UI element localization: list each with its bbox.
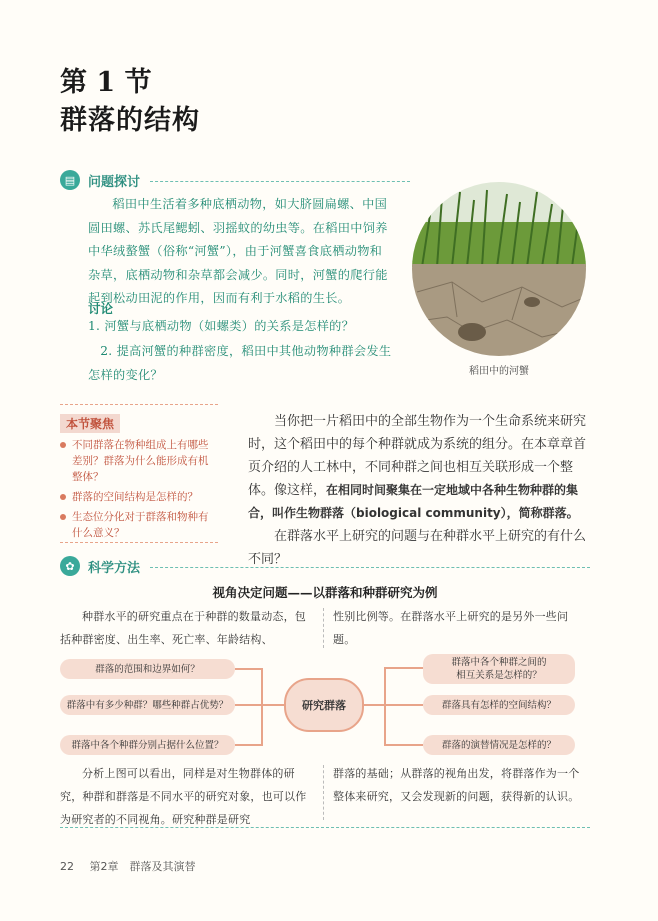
definition: 在相同时间聚集在一定地域中各种生物种群的集合，叫作生物群落（biological community），简称群落。 bbox=[248, 483, 579, 520]
photo-caption: 稻田中的河蟹 bbox=[469, 366, 529, 377]
right-box-3: 群落的演替情况是怎样的？ bbox=[423, 735, 575, 755]
chapter-label: 第2章 群落及其演替 bbox=[89, 860, 196, 873]
discussion-label: 讨论 bbox=[88, 301, 114, 316]
focus-item: 不同群落在物种组成上有哪些差别？群落为什么能形成有机整体？ bbox=[60, 437, 218, 485]
left-box-1: 群落的范围和边界如何？ bbox=[60, 659, 235, 679]
column-divider bbox=[323, 765, 324, 820]
chat-bubble-icon: ▤ bbox=[60, 170, 80, 190]
method-bottom-rule bbox=[60, 827, 590, 828]
left-box-2: 群落中有多少种群？哪些种群占优势？ bbox=[60, 695, 235, 715]
section-title: 群落的结构 bbox=[60, 105, 200, 136]
right-box-1: 群落中各个种群之间的 相互关系是怎样的？ bbox=[423, 654, 575, 684]
center-node: 研究群落 bbox=[284, 678, 364, 732]
page-number: 22 bbox=[60, 860, 74, 873]
section-number: 第 1 节 bbox=[60, 67, 152, 98]
question-1: 1. 河蟹与底栖动物（如螺类）的关系是怎样的？ bbox=[88, 319, 355, 333]
page-footer bbox=[60, 858, 196, 874]
left-box-3: 群落中各个种群分别占据什么位置？ bbox=[60, 735, 235, 755]
focus-title: 本节聚焦 bbox=[60, 414, 120, 433]
main-paragraph-2: 在群落水平上研究的问题与在种群水平上研究的有什么不同？ bbox=[248, 529, 587, 567]
flower-icon: ✿ bbox=[60, 556, 80, 576]
main-paragraph-1: 当你把一片稻田中的全部生物作为一个生命系统来研究时，这个稻田中的每个种群就成为系统的组分。在本章章首页介绍的人工林中，不同种群之间也相互关联形成一个整体。像这样，在相同时间聚集在一定地域中各种生物种群的集合，叫作生物群落（biological community），简称群落。 bbox=[248, 414, 587, 520]
focus-item: 生态位分化对于群落和物种有什么意义？ bbox=[60, 509, 218, 541]
method-header-label: 科学方法 bbox=[88, 560, 141, 576]
method-col2-bottom: 群落的基础；从群落的视角出发，将群落作为一个整体来研究，又会发现新的问题，获得新的认识。 bbox=[333, 767, 580, 803]
question-2: 2. 提高河蟹的种群密度，稻田中其他动物种群会发生怎样的变化？ bbox=[88, 344, 392, 382]
problem-header-label: 问题探讨 bbox=[88, 174, 141, 190]
problem-paragraph: 稻田中生活着多种底栖动物，如大脐圆扁螺、中国圆田螺、苏氏尾鳃蚓、羽摇蚊的幼虫等。在稻田中饲养中华绒螯蟹（俗称“河蟹”），由于河蟹喜食底栖动物和杂草，底栖动物和杂草都会减少。同时，河蟹的爬行能起到松动田泥的作用，因而有利于水稻的生长。 bbox=[88, 197, 388, 305]
method-title: 视角决定问题——以群落和种群研究为例 bbox=[212, 585, 438, 600]
right-box-2: 群落具有怎样的空间结构？ bbox=[423, 695, 575, 715]
focus-item: 群落的空间结构是怎样的？ bbox=[60, 489, 218, 505]
method-col1-top: 种群水平的研究重点在于种群的数量动态，包括种群密度、出生率、死亡率、年龄结构、 bbox=[60, 610, 306, 646]
method-col1-bottom: 分析上图可以看出，同样是对生物群体的研究，种群和群落是不同水平的研究对象，也可以作为研究者的不同视角。研究种群是研究 bbox=[60, 767, 307, 826]
method-col2-top: 性别比例等。在群落水平上研究的是另外一些问题。 bbox=[333, 610, 569, 646]
